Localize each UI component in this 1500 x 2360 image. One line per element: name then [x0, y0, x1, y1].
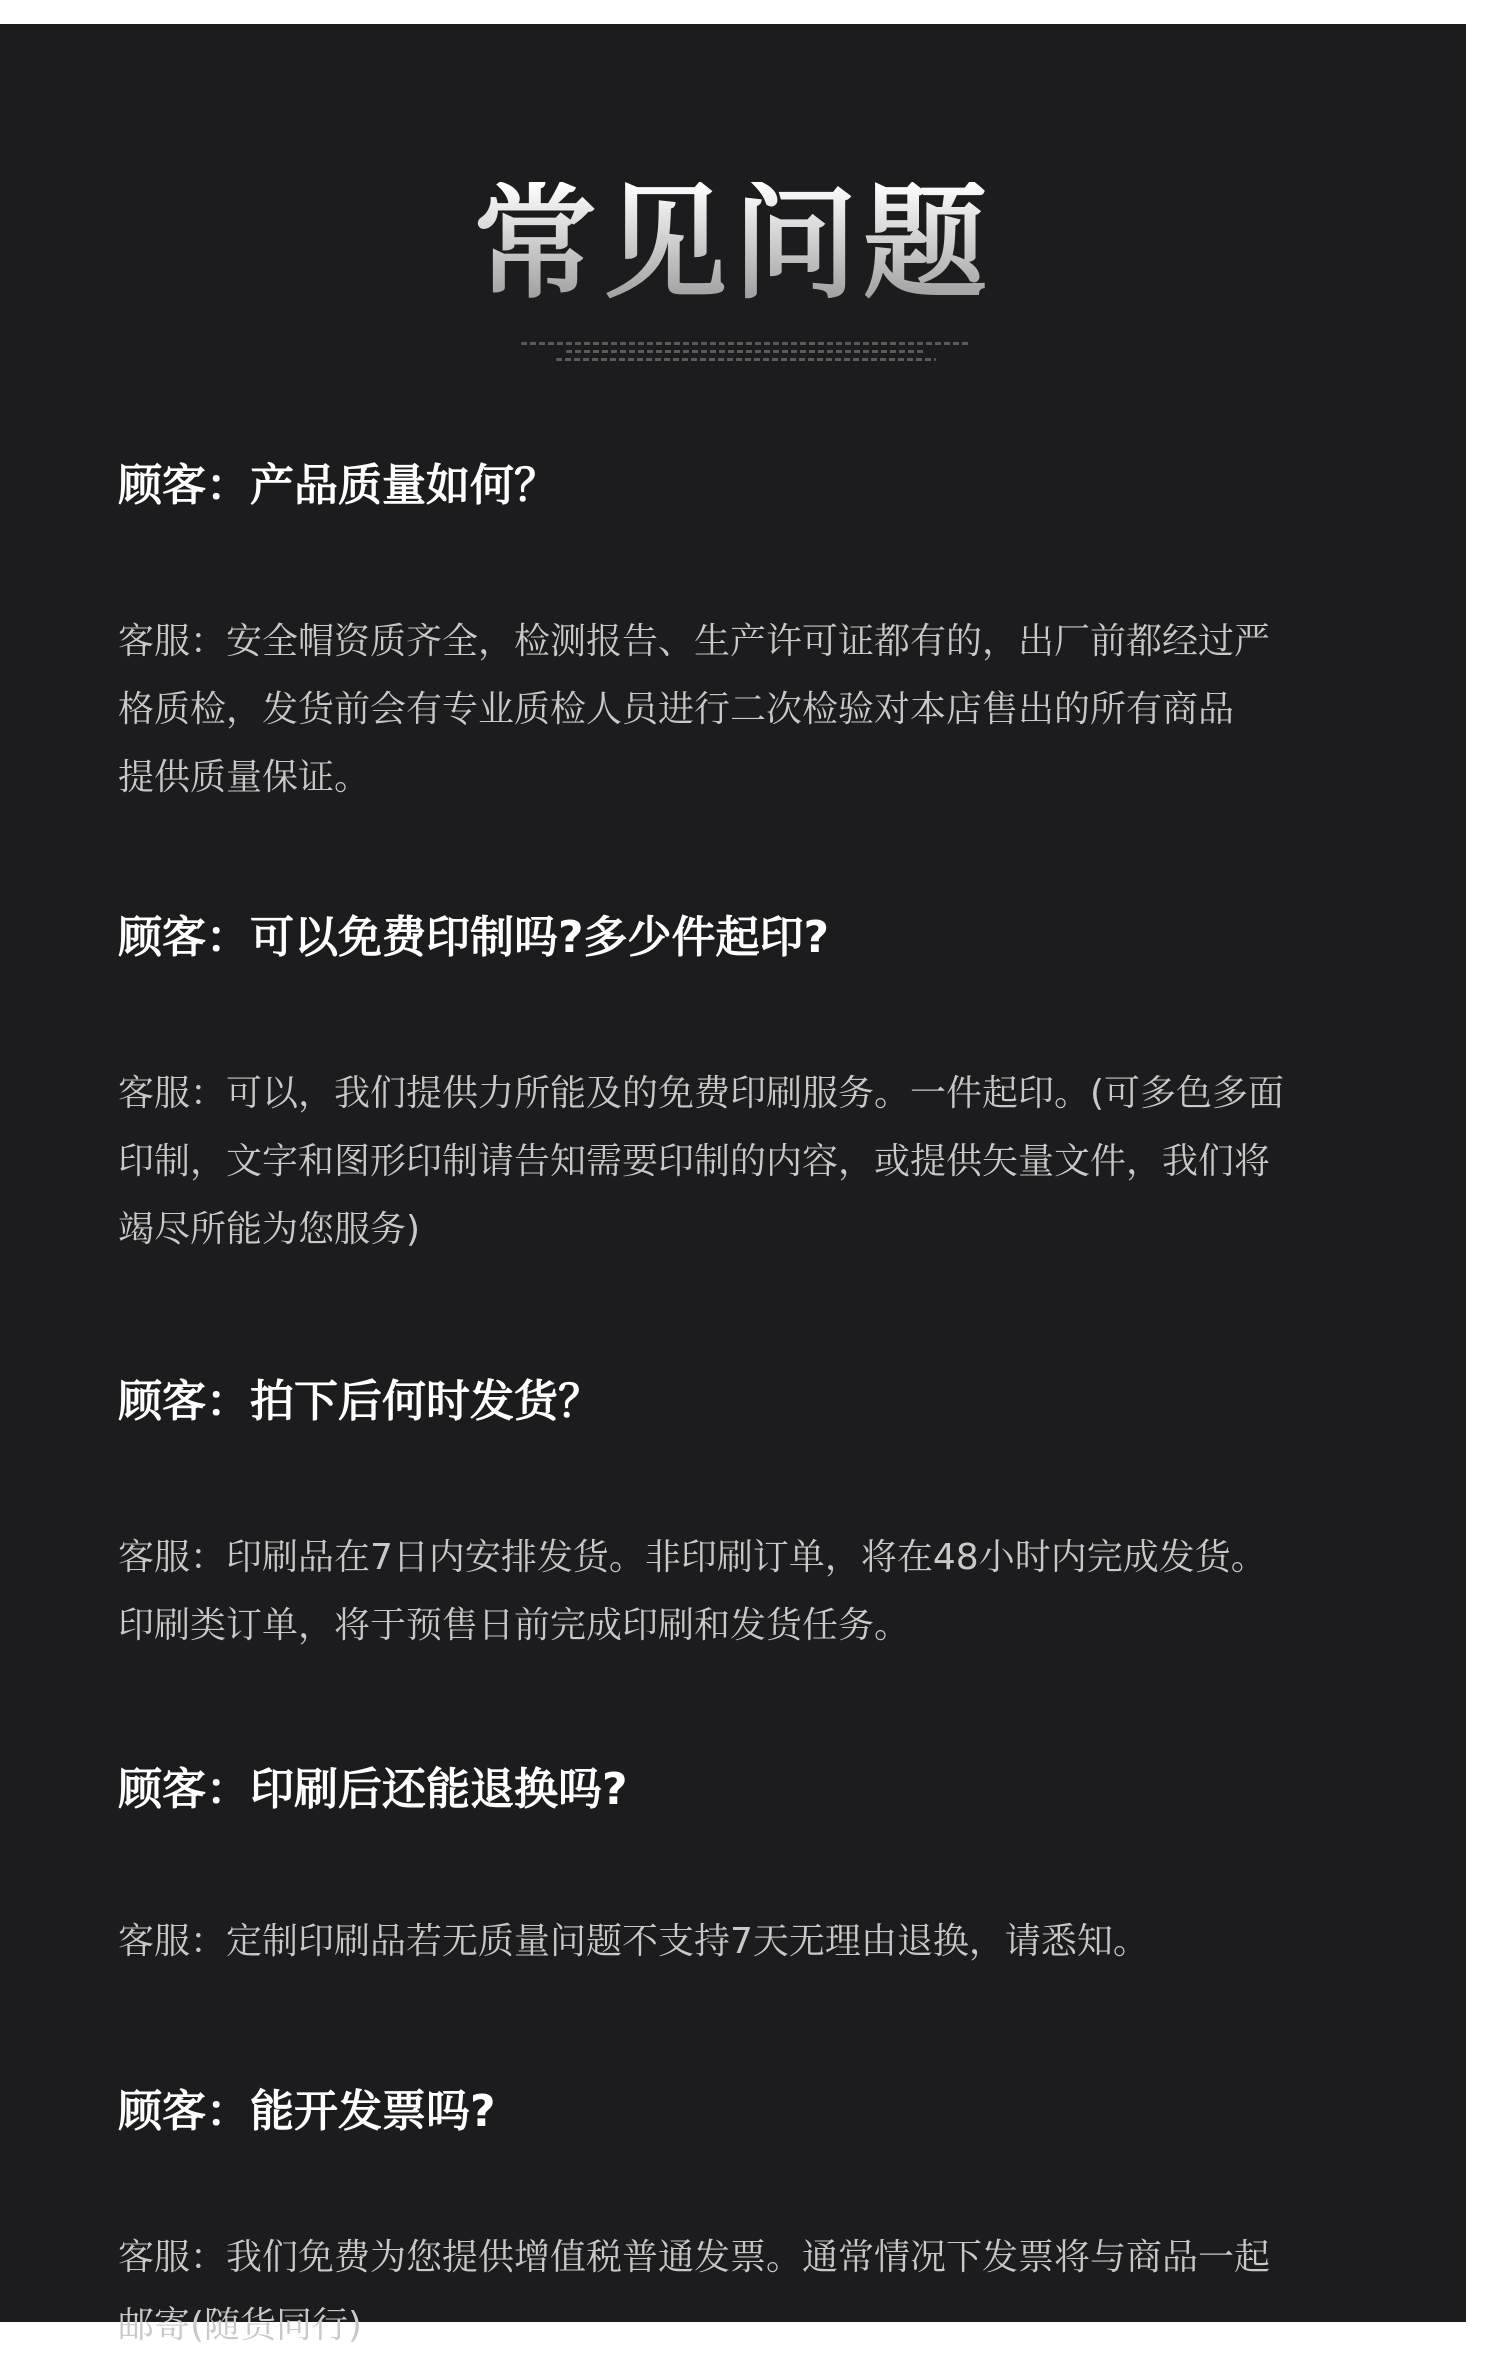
faq-answer-4: [118, 1908, 1368, 1976]
faq-question-1: 顾客：产品质量如何？: [118, 460, 558, 511]
answer-line: 客服：安全帽资质齐全，检测报告、生产许可证都有的，出厂前都经过严: [118, 621, 1271, 662]
page-margin: [1466, 0, 1500, 2322]
answer-line: 印制，文字和图形印制请告知需要印制的内容，或提供矢量文件，我们将: [118, 1141, 1271, 1182]
answer-line: 客服：我们免费为您提供增值税普通发票。通常情况下发票将与商品一起: [118, 2237, 1271, 2278]
answer-line: 印刷类订单，将于预售日前完成印刷和发货任务。: [118, 1605, 911, 1646]
faq-question-3: 顾客：拍下后何时发货？: [118, 1376, 602, 1427]
faq-answer-1: [118, 608, 1368, 812]
faq-answer-2: [118, 1060, 1368, 1264]
page-title: 常见问题: [0, 182, 1466, 306]
faq-answer-3: [118, 1524, 1368, 1660]
answer-line: 客服：印刷品在7日内安排发货。非印刷订单，将在48小时内完成发货。: [118, 1537, 1267, 1578]
answer-line: 提供质量保证。: [118, 757, 371, 798]
faq-answer-5: [118, 2224, 1368, 2360]
decorative-subtitle-lines: [516, 342, 976, 366]
answer-line: 竭尽所能为您服务): [118, 1209, 421, 1250]
answer-line: 客服：可以，我们提供力所能及的免费印刷服务。一件起印。(可多色多面: [118, 1073, 1285, 1114]
answer-line: 格质检，发货前会有专业质检人员进行二次检验对本店售出的所有商品: [118, 689, 1235, 730]
faq-question-5: 顾客：能开发票吗?: [118, 2086, 496, 2137]
faq-panel: [0, 24, 1466, 2346]
faq-question-4: 顾客：印刷后还能退换吗?: [118, 1764, 628, 1815]
faq-question-2: 顾客：可以免费印制吗?多少件起印?: [118, 912, 830, 963]
answer-line: 客服：定制印刷品若无质量问题不支持7天无理由退换，请悉知。: [118, 1921, 1149, 1962]
answer-line: 邮寄(随货同行): [118, 2305, 363, 2346]
